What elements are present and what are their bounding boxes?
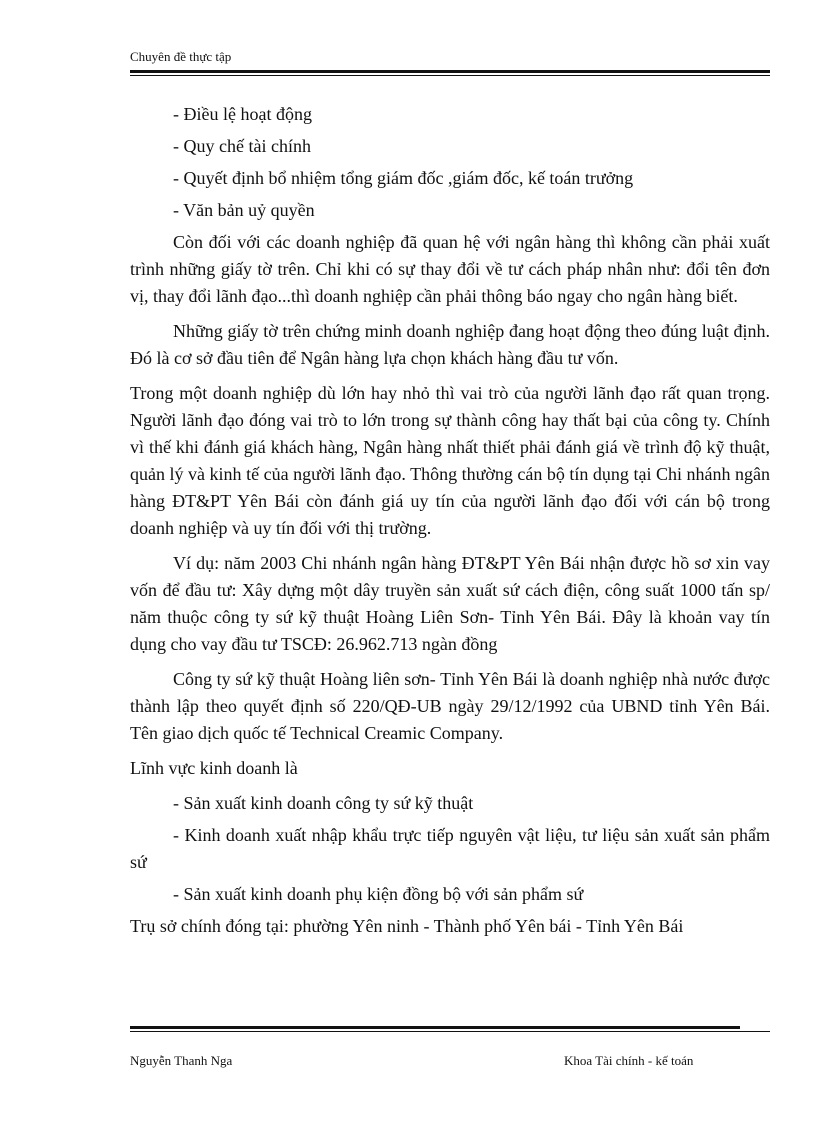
footer-author: Nguyễn Thanh Nga	[130, 1053, 233, 1068]
footer-rule-thin	[130, 1031, 770, 1032]
paragraph: Trụ sở chính đóng tại: phường Yên ninh - Thành phố Yên bái - Tỉnh Yên Bái	[130, 916, 684, 936]
bullet-item: - Điều lệ hoạt động	[173, 104, 312, 124]
footer-department: Khoa Tài chính - kế toán	[564, 1053, 694, 1068]
paragraph: Còn đối với các doanh nghiệp đã quan hệ với ngân hàng thì không cần phải xuất trình những giấy tờ trên. Chỉ khi có sự thay đổi về tư cách pháp nhân như: đổi tên đơn vị, thay đổi lãnh đạo...thì doanh nghiệp cần phải thông báo ngay cho ngân hàng biết.	[130, 232, 770, 306]
paragraph: Ví dụ: năm 2003 Chi nhánh ngân hàng ĐT&PT Yên Bái nhận được hồ sơ xin vay vốn để đầu tư: Xây dựng một dây truyền sản xuất sứ cách điện, công suất 1000 tấn sp/ năm thuộc công ty sứ kỹ thuật Hoàng Liên Sơn- Tỉnh Yên Bái. Đây là khoản vay tín dụng cho vay đầu tư TSCĐ: 26.962.713 ngàn đồng	[130, 553, 770, 654]
business-item: - Sản xuất kinh doanh phụ kiện đồng bộ với sản phẩm sứ	[173, 884, 584, 904]
paragraph: Lĩnh vực kinh doanh là	[130, 758, 298, 778]
bullet-item: - Quy chế tài chính	[173, 136, 311, 156]
footer-rule-thick	[130, 1026, 740, 1029]
header-rule-thick	[130, 70, 770, 73]
page-header-title: Chuyên đề thực tập	[130, 49, 232, 64]
bullet-item: - Quyết định bổ nhiệm tổng giám đốc ,giám đốc, kế toán trưởng	[173, 168, 634, 188]
bullet-item: - Văn bản uỷ quyền	[173, 200, 315, 220]
document-body	[130, 101, 770, 940]
paragraph: Trong một doanh nghiệp dù lớn hay nhỏ thì vai trò của người lãnh đạo rất quan trọng. Người lãnh đạo đóng vai trò to lớn trong sự thành công hay thất bại của công ty. Chính vì thế khi đánh giá khách hàng, Ngân hàng nhất thiết phải đánh giá về trình độ kỹ thuật, quản lý và kinh tế của người lãnh đạo. Thông thường cán bộ tín dụng tại Chi nhánh ngân hàng ĐT&PT Yên Bái còn đánh giá uy tín của người lãnh đạo đối với cán bộ trong doanh nghiệp và uy tín đối với thị trường.	[130, 383, 770, 538]
paragraph: Những giấy tờ trên chứng minh doanh nghiệp đang hoạt động theo đúng luật định. Đó là cơ sở đầu tiên để Ngân hàng lựa chọn khách hàng đầu tư vốn.	[130, 321, 770, 368]
business-item: - Sản xuất kinh doanh công ty sứ kỹ thuật	[173, 793, 474, 813]
paragraph: Công ty sứ kỹ thuật Hoàng liên sơn- Tỉnh Yên Bái là doanh nghiệp nhà nước được thành lập theo quyết định số 220/QĐ-UB ngày 29/12/1992 của UBND tỉnh Yên Bái. Tên giao dịch quốc tế Technical Creamic Company.	[130, 669, 770, 743]
business-item: - Kinh doanh xuất nhập khẩu trực tiếp nguyên vật liệu, tư liệu sản xuất sản phẩm sứ	[130, 825, 770, 872]
header-rule-thin	[130, 75, 770, 76]
